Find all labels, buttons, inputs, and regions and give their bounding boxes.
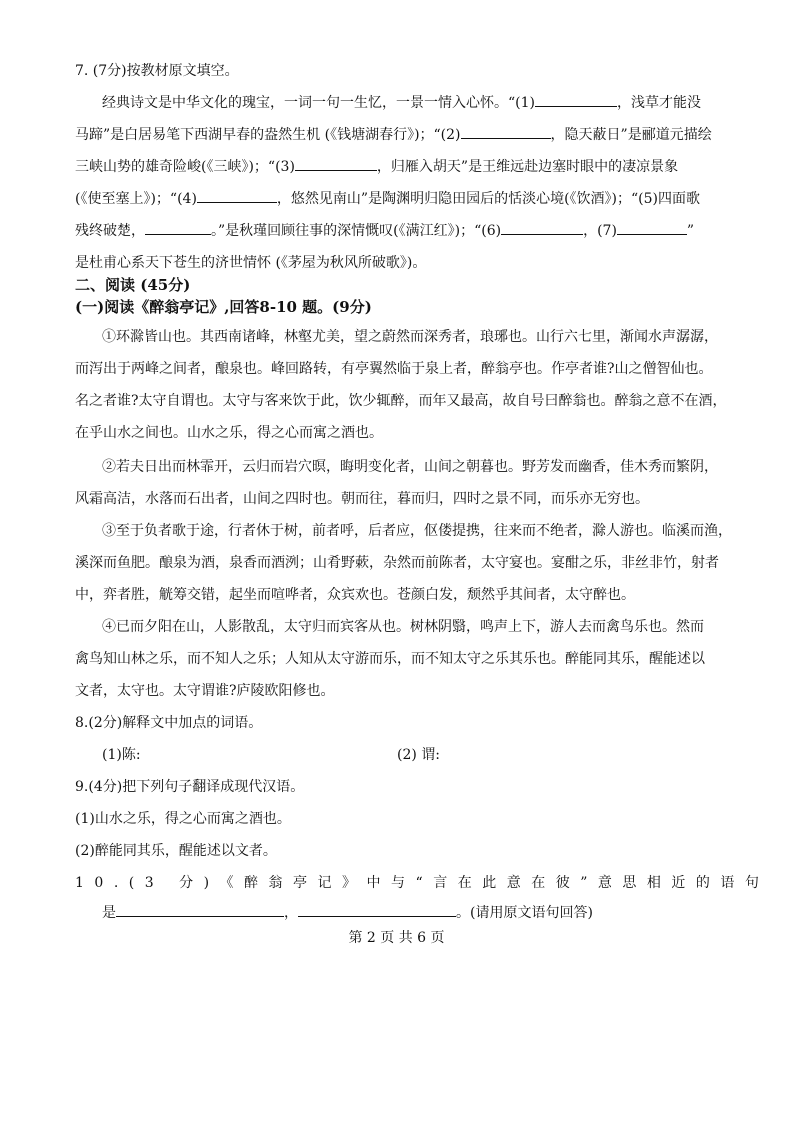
q9-title: 9.(4分)把下列句子翻译成现代汉语。 bbox=[75, 779, 305, 795]
q7-blank-3[interactable] bbox=[295, 156, 377, 171]
q7-line-2: 马蹄”是白居易笔下西湖早春的盎然生机 (《钱塘湖春行》)；“(2) ，隐天蔽日”是郦道元描绘 bbox=[75, 124, 725, 146]
q7-title: 7. (7分)按教材原文填空。 bbox=[75, 63, 239, 79]
q8-item-1: (1)陈: bbox=[102, 747, 141, 763]
q7-blank-4[interactable] bbox=[197, 188, 277, 203]
q7-line-6: 是杜甫心系天下苍生的济世情怀 (《茅屋为秋风所破歌》)。 bbox=[75, 255, 427, 271]
q7-blank-2[interactable] bbox=[461, 124, 551, 139]
passage-p4-line-1: ④已而夕阳在山，人影散乱，太守归而宾客从也。树林阴翳，鸣声上下，游人去而禽鸟乐也。然而 bbox=[102, 619, 704, 635]
passage-p3-line-1: ③至于负者歌于途，行者休于树，前者呼，后者应，伛偻提携，往来而不绝者，滁人游也。临溪而渔， bbox=[102, 523, 732, 539]
q9-item-1: (1)山水之乐，得之心而寓之酒也。 bbox=[75, 811, 291, 827]
q10-line-1: 10.(3 分)《醉翁亭记》中与“言在此意在彼”意思相近的语句 bbox=[75, 875, 770, 891]
q10-line-2: 是 ， 。(请用原文语句回答) bbox=[102, 902, 725, 924]
page-footer: 第 2 页 共 6 页 bbox=[348, 930, 445, 946]
q7-blank-1[interactable] bbox=[535, 92, 617, 107]
passage-p1-line-2: 而泻出于两峰之间者，酿泉也。峰回路转，有亭翼然临于泉上者，醉翁亭也。作亭者谁?山之僧智仙也。 bbox=[75, 361, 713, 377]
q8-items bbox=[102, 744, 725, 766]
q10-blank-2[interactable] bbox=[298, 902, 456, 917]
q9-item-2: (2)醉能同其乐，醒能述以文者。 bbox=[75, 843, 277, 859]
q7-blank-7[interactable] bbox=[617, 220, 687, 235]
passage-p2-line-1: ②若夫日出而林霏开，云归而岩穴暝，晦明变化者，山间之朝暮也。野芳发而幽香，佳木秀而繁阴， bbox=[102, 459, 718, 475]
section-heading: 二、阅读 (45分) bbox=[75, 276, 191, 294]
q7-line-5: 残终破楚， 。”是秋瑾回顾往事的深情慨叹(《满江红》)；“(6) ，(7) ” bbox=[75, 220, 725, 242]
passage-p4-line-3: 文者，太守也。太守谓谁?庐陵欧阳修也。 bbox=[75, 683, 335, 699]
q7-blank-6[interactable] bbox=[501, 220, 583, 235]
passage-p1-line-3: 名之者谁?太守自谓也。太守与客来饮于此，饮少辄醉，而年又最高，故自号曰醉翁也。醉翁之意不在酒， bbox=[75, 393, 727, 409]
q7-line-1: 经典诗文是中华文化的瑰宝，一词一句一生忆，一景一情入心怀。“(1) ，浅草才能没 bbox=[102, 92, 725, 114]
q10-blank-1[interactable] bbox=[116, 902, 284, 917]
passage-p4-line-2: 禽鸟知山林之乐，而不知人之乐；人知从太守游而乐，而不知太守之乐其乐也。醉能同其乐，醒能述以 bbox=[75, 651, 705, 667]
passage-p2-line-2: 风霜高洁，水落而石出者，山间之四时也。朝而往，暮而归，四时之景不同，而乐亦无穷也。 bbox=[75, 491, 649, 507]
passage-p1-line-1: ①环滁皆山也。其西南诸峰，林壑尤美，望之蔚然而深秀者，琅琊也。山行六七里，渐闻水声潺潺， bbox=[102, 329, 718, 345]
q8-item-2: (2) 谓: bbox=[397, 747, 440, 763]
q8-title: 8.(2分)解释文中加点的词语。 bbox=[75, 715, 263, 731]
q7-line-4: (《使至塞上》)；“(4) ，悠然见南山”是陶渊明归隐田园后的恬淡心境(《饮酒》)；“(5)四面歌 bbox=[75, 188, 725, 210]
q7-line-3: 三峡山势的雄奇险峻(《三峡》)；“(3) ，归雁入胡天”是王维远赴边塞时眼中的凄凉景象 bbox=[75, 156, 725, 178]
subsection-heading: (一)阅读《醉翁亭记》,回答8-10 题。(9分) bbox=[75, 298, 372, 316]
passage-p3-line-3: 中，弈者胜，觥筹交错，起坐而喧哗者，众宾欢也。苍颜白发，颓然乎其间者，太守醉也。 bbox=[75, 587, 635, 603]
passage-p1-line-4: 在乎山水之间也。山水之乐，得之心而寓之酒也。 bbox=[75, 425, 383, 441]
passage-p3-line-2: 溪深而鱼肥。酿泉为酒，泉香而酒洌；山肴野蔌，杂然而前陈者，太守宴也。宴酣之乐，非丝非竹，射者 bbox=[75, 555, 719, 571]
q7-blank-5[interactable] bbox=[145, 220, 211, 235]
